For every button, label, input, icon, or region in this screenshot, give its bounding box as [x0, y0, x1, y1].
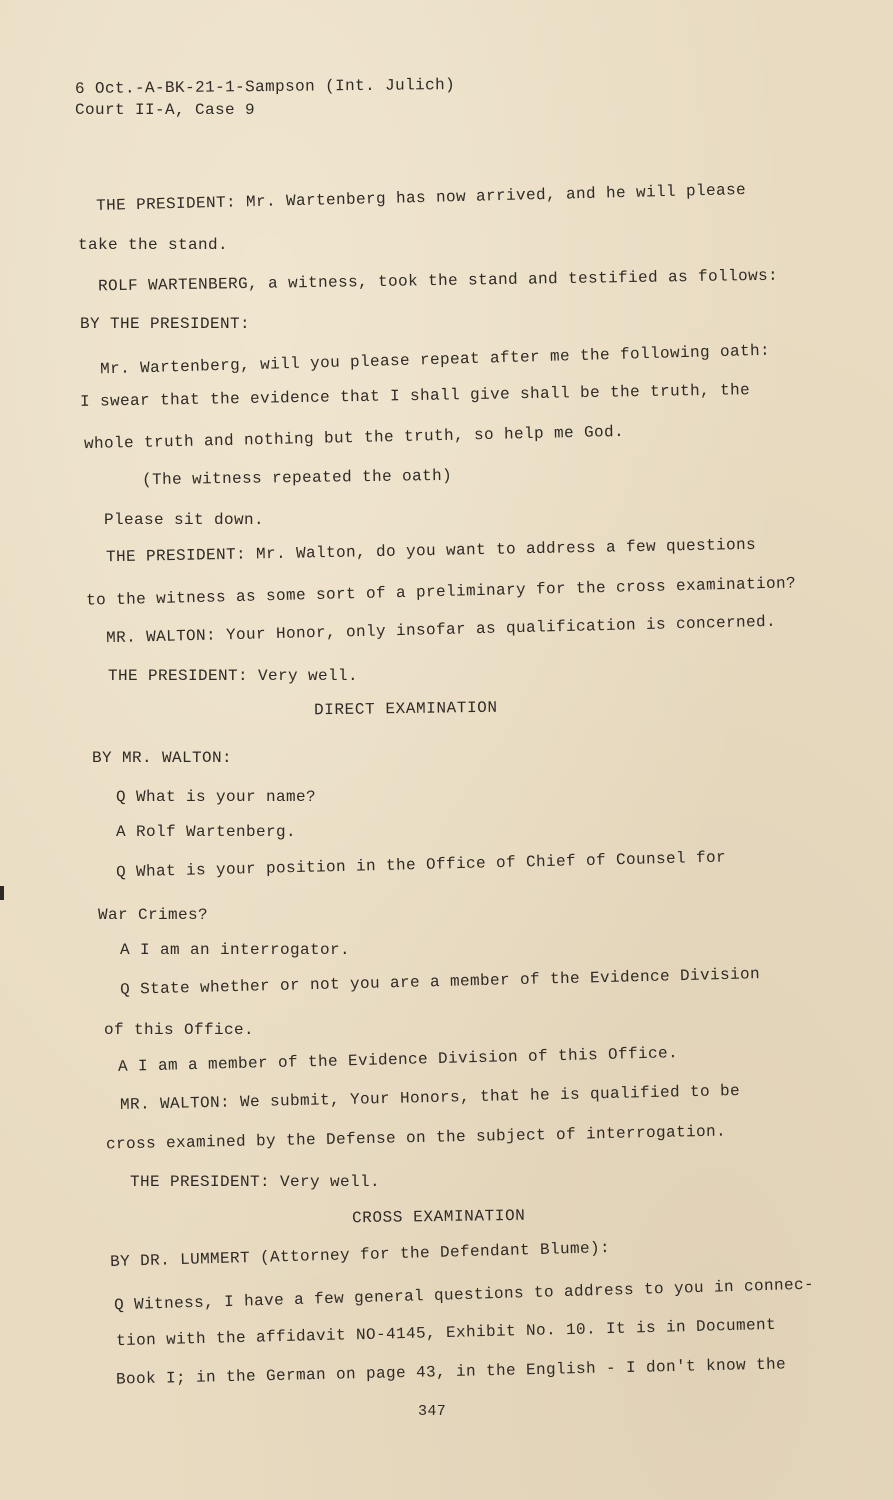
document-header-line-1: 6 Oct.-A-BK-21-1-Sampson (Int. Julich)	[74, 76, 456, 98]
transcript-line: THE PRESIDENT: Mr. Wartenberg has now arrived, and he will please	[95, 181, 747, 215]
transcript-line: take the stand.	[78, 236, 229, 254]
transcript-line: I swear that the evidence that I shall give shall be the truth, the	[79, 381, 751, 411]
transcript-line: BY MR. WALTON:	[92, 749, 233, 767]
page-number: 347	[418, 1403, 447, 1420]
margin-mark	[0, 886, 4, 900]
transcript-line: THE PRESIDENT: Very well.	[130, 1173, 381, 1191]
transcript-line: Book I; in the German on page 43, in the English - I don't know the	[115, 1355, 787, 1389]
transcript-line: cross examined by the Defense on the subject of interrogation.	[105, 1122, 727, 1154]
transcript-line: tion with the affidavit NO-4145, Exhibit No. 10. It is in Document	[115, 1315, 777, 1351]
transcript-line: THE PRESIDENT: Mr. Walton, do you want to address a few questions	[105, 535, 757, 567]
transcript-line: whole truth and nothing but the truth, so help me God.	[83, 422, 625, 454]
transcript-line: MR. WALTON: Your Honor, only insofar as qualification is concerned.	[105, 612, 777, 648]
cross-examination-heading: CROSS EXAMINATION	[351, 1206, 526, 1228]
transcript-line: ROLF WARTENBERG, a witness, took the stand and testified as follows:	[97, 266, 779, 296]
transcript-line: Mr. Wartenberg, will you please repeat after me the following oath:	[99, 341, 771, 379]
transcript-line: Q Witness, I have a few general questions to address to you in connec-	[113, 1275, 815, 1315]
transcript-line: BY THE PRESIDENT:	[80, 315, 251, 333]
direct-examination-heading: DIRECT EXAMINATION	[313, 698, 498, 720]
transcript-line: War Crimes?	[98, 906, 209, 924]
transcript-line: Q What is your name?	[116, 788, 317, 806]
transcript-line: (The witness repeated the oath)	[141, 466, 453, 490]
transcript-line: A I am an interrogator.	[120, 941, 351, 959]
transcript-line: A Rolf Wartenberg.	[116, 823, 297, 841]
transcript-line: MR. WALTON: We submit, Your Honors, that he is qualified to be	[119, 1081, 741, 1115]
document-header-line-2: Court II-A, Case 9	[75, 101, 256, 119]
transcript-line: of this Office.	[104, 1021, 255, 1039]
transcript-line: Please sit down.	[104, 511, 265, 529]
transcript-line: BY DR. LUMMERT (Attorney for the Defendant Blume):	[109, 1239, 611, 1271]
transcript-line: Q State whether or not you are a member of the Evidence Division	[119, 965, 761, 999]
transcript-line: THE PRESIDENT: Very well.	[108, 667, 359, 685]
transcript-line: Q What is your position in the Office of Chief of Counsel for	[115, 848, 727, 882]
transcript-line: to the witness as some sort of a preliminary for the cross examination?	[85, 574, 797, 610]
transcript-line: A I am a member of the Evidence Division of this Office.	[117, 1044, 679, 1076]
